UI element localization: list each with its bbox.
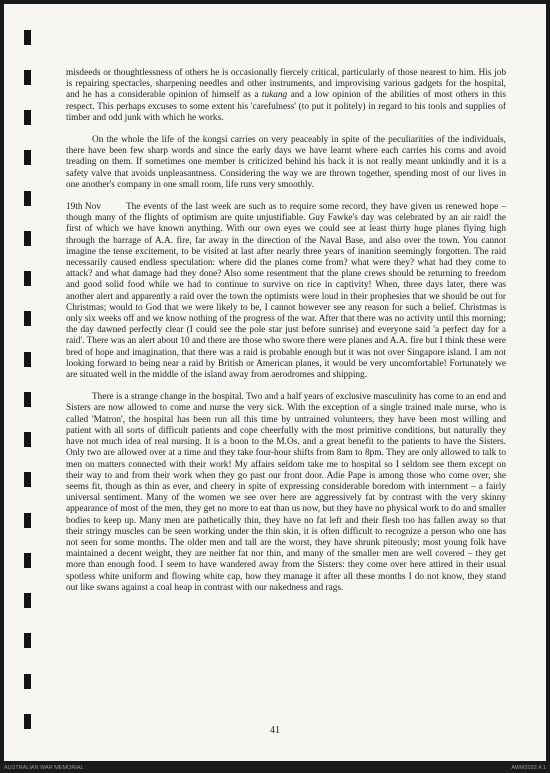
italic-term: tukang bbox=[261, 90, 288, 101]
binding-hole bbox=[24, 271, 31, 286]
page-number: 41 bbox=[270, 725, 280, 736]
archive-reference: AWM2022.4.1 bbox=[511, 765, 546, 771]
binding-hole bbox=[24, 472, 31, 487]
archive-credit: AUSTRALIAN WAR MEMORIAL bbox=[4, 765, 84, 771]
binding-hole bbox=[24, 150, 31, 165]
entry-date: 19th Nov bbox=[66, 202, 101, 213]
paragraph-text: There is a strange change in the hospital. Two and a half years of exclusive masculinity has come to an end and Sisters are now allowed to come and nurse the very sick. With the exception of a single trained male nurse, who is called 'Matron', the hospital has been run all this time by untrained volunteers, they have been most willing and patient with all sorts of difficult patients and cope cheerfully with the most primitive conditions, but naturally they have not much idea of real nursing. It is a boon to the M.Os. and a great benefit to the patients to have the Sisters. Only two are allowed over at a time and they take four-hour shifts from 8am to 8pm. They are only allowed to talk to men on matters connected with their work! My affairs seldom take me to hospital so I seldom see them except on their way to and from their work when they go past our front door. Adie Pape is among those who come over, she seems fit, though as thin as ever, and cheery in spite of expressing considerable boredom with internment – a fairly universal sentiment. Many of the women we see over here are aggressively fat by contrast with the very skinny appearance of most of the men, they get no more to eat than us now, but they have no physical work to do and smaller bodies to keep up. Many men are pathetically thin, they have no fat left and their flesh too has fallen away so that their stringy muscles can be seen working under the thin skin, it is often difficult to recognize a person who one has not seen for some months. The older men and tall are the worst, they have shrunk piteously; most young folk have maintained a decent weight, they are neither fat nor thin, and many of the smaller men are well covered – they get more than enough food. I seem to have wandered away from the Sisters: they come over here attired in their usual spotless white uniform and flowing white cap, how they manage it after all these months I do not know, they stand out like swans against a coal heap in contrast with our nakedness and rags. bbox=[66, 392, 506, 593]
binding-hole bbox=[24, 432, 31, 447]
binding-hole bbox=[24, 593, 31, 608]
binding-hole bbox=[24, 352, 31, 367]
binding-hole bbox=[24, 70, 31, 85]
binding-hole bbox=[24, 191, 31, 206]
document-page bbox=[4, 4, 546, 761]
paragraph-text: The events of the last week are such as to require some record, they have given us renewed hope – though many of the flights of optimism are quite unjustifiable. Guy Fawke's day was celebrated by an air raid! the first of which we have known anything. With our own eyes we could see at least thirty huge planes flying high through the barrage of A.A. fire, far away in the direction of the Naval Base, and also over the town. You cannot imagine the tense excitement, to be visited at last after nearly three years of inanition seemingly forgotten. The raid necessarily caused endless speculation: where did the planes come from? what were they? what had they come to attack? and what damage had they done? Also some resentment that the plane crews should be returning to freedom and good solid food while we had to continue to survive on rice in captivity! When, three days later, there was another alert and apparently a raid over the town the optimists were loud in their prophesies that we should be out for Christmas; would to God that we were likely to be, I cannot however see any reason for such a belief. Christmas is only six weeks off and we know nothing of the progress of the war. After that there was no activity until this morning; the day dawned perfectly clear (I could see the pole star just before sunrise) and everyone said 'a perfect day for a raid'. There was an alert about 10 and there are those who swore there were planes and A.A. fire but I think these were bred of hope and imagination, that there was a raid is probable enough but it was not over Singapore island. I am not looking forward to being near a raid by British or American planes, it would be very uncomfortable! Fortunately we are situated well in the middle of the island away from aerodromes and shipping. bbox=[66, 202, 506, 381]
binding-hole bbox=[24, 110, 31, 125]
ring-binding bbox=[24, 30, 32, 750]
paragraph-text: misdeeds or thoughtlessness of others he is occasionally fiercely critical, particularly of those nearest to him. His job is repairing spectacles, sharpening needles and other instruments, and improvising various gadgets for the hospital, and he has a considerable opinion of himself as a bbox=[66, 68, 506, 101]
binding-hole bbox=[24, 30, 31, 45]
paragraph-text: On the whole the life of the kongsi carries on very peaceably in spite of the peculiarities of the individuals, there have been few sharp words and since the early days we have learnt where each carries his corns and avoid treading on them. If sometimes one member is criticized behind his back it is not really meant unkindly and it is a safety valve that avoids unpleasantness. Considering the way we are thrown together, spending most of our lives in one another's company in one small room, life runs very smoothly. bbox=[66, 135, 506, 190]
binding-hole bbox=[24, 674, 31, 689]
paragraph-text: and a low opinion of the abilities of most others in this respect. This perhaps excuses to some extent his 'carefulness' (to put it politely) in regard to his tools and supplies of timber and odd junk with which he works. bbox=[66, 90, 506, 123]
binding-hole bbox=[24, 553, 31, 568]
archive-footer bbox=[0, 763, 550, 773]
paragraph bbox=[66, 202, 506, 381]
binding-hole bbox=[24, 311, 31, 326]
binding-hole bbox=[24, 633, 31, 648]
paragraph bbox=[66, 68, 506, 124]
binding-hole bbox=[24, 513, 31, 528]
paragraph bbox=[66, 135, 506, 191]
paragraph bbox=[66, 392, 506, 594]
binding-hole bbox=[24, 231, 31, 246]
binding-hole bbox=[24, 392, 31, 407]
document-body bbox=[66, 68, 506, 605]
